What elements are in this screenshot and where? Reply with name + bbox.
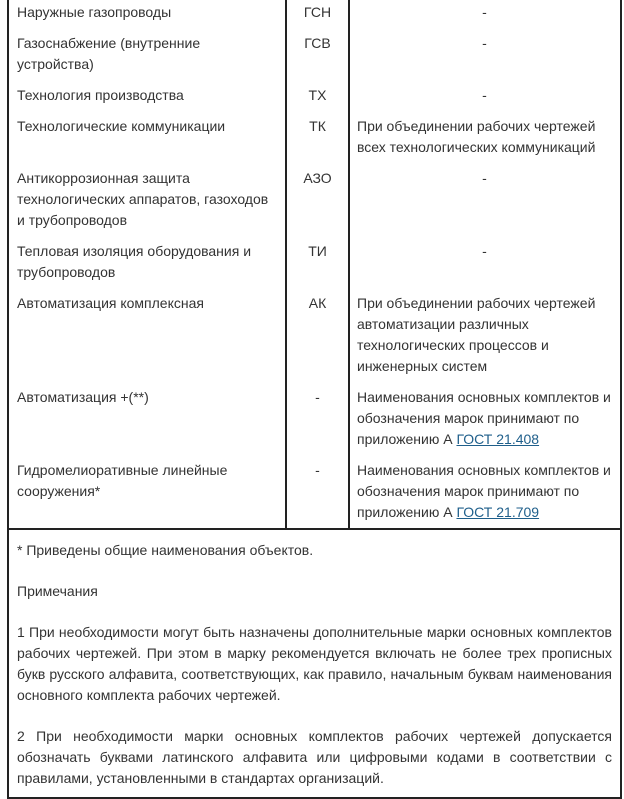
row-note-text: При объединении рабочих чертежей автоматизации различных технологических процессов и инженерных систем	[357, 295, 596, 374]
row-note-text: Наименования основных комплектов и обозначения марок принимают по приложению А	[357, 389, 611, 447]
table-row	[8, 455, 621, 529]
row-name: Технологические коммуникации	[8, 111, 286, 163]
row-note	[349, 0, 621, 28]
row-name: Автоматизация +(**)	[8, 382, 286, 455]
row-note-text: -	[482, 243, 487, 259]
gost-link[interactable]: ГОСТ 21.709	[456, 504, 540, 520]
table-row	[8, 288, 621, 382]
table-row	[8, 382, 621, 455]
row-name: Антикоррозионная защита технологических аппаратов, газоходов и трубопроводов	[8, 163, 286, 236]
row-note	[349, 80, 621, 111]
table-row	[8, 80, 621, 111]
row-mark: ТХ	[286, 80, 349, 111]
row-name: Наружные газопроводы	[8, 0, 286, 28]
note-2: 2 При необходимости марки основных комплектов рабочих чертежей допускается обозначать буквами латинского алфавита или цифровыми кодами в соответствии с правилами, установленными в стандартах организаций.	[17, 728, 612, 786]
footnote: * Приведены общие наименования объектов.	[17, 542, 314, 558]
row-note-text: -	[482, 170, 487, 186]
row-mark: ГСВ	[286, 28, 349, 80]
table-row	[8, 111, 621, 163]
row-note	[349, 111, 621, 163]
row-note-text: -	[482, 87, 487, 103]
gost-link[interactable]: ГОСТ 21.408	[456, 431, 540, 447]
row-note	[349, 163, 621, 236]
row-note	[349, 382, 621, 455]
row-note	[349, 236, 621, 288]
note-1: 1 При необходимости могут быть назначены дополнительные марки основных комплектов рабочих чертежей. При этом в марку рекомендуется включать не более трех прописных букв русского алфавита, соответствующих, как правило, начальным буквам наименования основного комплекта рабочих чертежей.	[17, 624, 612, 703]
row-note-text: -	[482, 35, 487, 51]
row-mark: -	[286, 382, 349, 455]
row-note-text: При объединении рабочих чертежей всех технологических коммуникаций	[357, 118, 596, 155]
table-row	[8, 28, 621, 80]
row-mark: АК	[286, 288, 349, 382]
row-note	[349, 288, 621, 382]
row-mark: ГСН	[286, 0, 349, 28]
table-row	[8, 236, 621, 288]
row-note-text: Наименования основных комплектов и обозначения марок принимают по приложению А	[357, 462, 611, 520]
row-note-text: -	[482, 4, 487, 20]
table-row	[8, 163, 621, 236]
row-name: Автоматизация комплексная	[8, 288, 286, 382]
row-name: Тепловая изоляция оборудования и трубопроводов	[8, 236, 286, 288]
row-mark: ТИ	[286, 236, 349, 288]
row-note	[349, 455, 621, 529]
table-row	[8, 0, 621, 28]
notes-title: Примечания	[17, 583, 98, 599]
row-mark: ТК	[286, 111, 349, 163]
row-name: Газоснабжение (внутренние устройства)	[8, 28, 286, 80]
table-footer-row	[8, 529, 621, 798]
row-mark: АЗО	[286, 163, 349, 236]
row-note	[349, 28, 621, 80]
row-name: Технология производства	[8, 80, 286, 111]
row-name: Гидромелиоративные линейные сооружения*	[8, 455, 286, 529]
marks-table	[7, 0, 622, 799]
row-mark: -	[286, 455, 349, 529]
footer-cell	[8, 529, 621, 798]
